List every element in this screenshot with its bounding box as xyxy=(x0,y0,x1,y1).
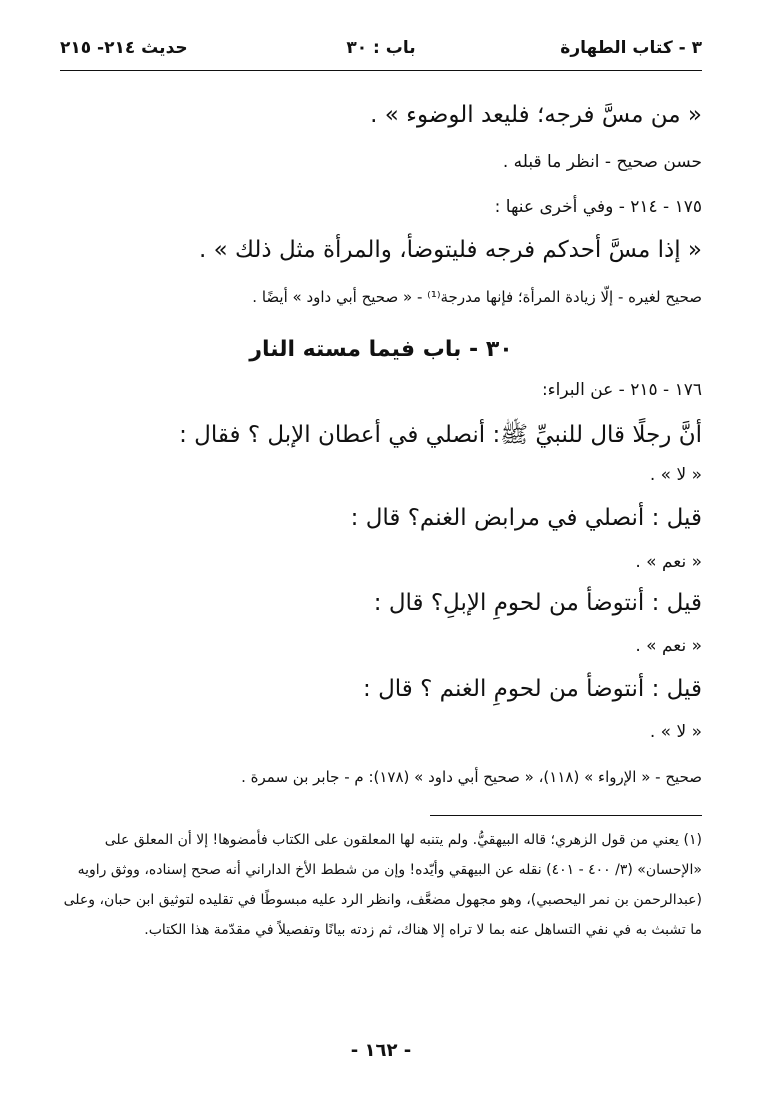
text-line: « من مسَّ فرجه؛ فليعد الوضوء » . xyxy=(370,102,702,128)
chapter-title: ٣ - كتاب الطهارة xyxy=(560,38,702,58)
header-divider xyxy=(60,70,702,71)
text-line: « لا » . xyxy=(649,465,702,485)
hadith-number-line: ١٧٦ - ٢١٥ - عن البراء: xyxy=(541,380,702,400)
hadith-range: حديث ٢١٤- ٢١٥ xyxy=(60,38,188,58)
hadith-number-line: ١٧٥ - ٢١٤ - وفي أخرى عنها : xyxy=(494,197,702,217)
text-line: قيل : أنتوضأ من لحومِ الإبلِ؟ قال : xyxy=(373,590,702,616)
grading-line: صحيح لغيره - إلّا زيادة المرأة؛ فإنها مدرجة⁽¹⁾ - « صحيح أبي داود » أيضًا . xyxy=(252,288,702,306)
text-line: أنَّ رجلًا قال للنبيِّ ﷺ: أنصلي في أعطان الإبل ؟ فقال : xyxy=(179,422,702,448)
text-line: قيل : أنصلي في مرابض الغنم؟ قال : xyxy=(350,505,702,531)
text-line: « نعم » . xyxy=(635,636,702,656)
page-header xyxy=(60,38,702,68)
text-line: « إذا مسَّ أحدكم فرجه فليتوضأ، والمرأة مثل ذلك » . xyxy=(199,237,702,263)
grading-line: حسن صحيح - انظر ما قبله . xyxy=(502,152,702,172)
text-line: « لا » . xyxy=(649,722,702,742)
grading-line: صحيح - « الإرواء » (١١٨)، « صحيح أبي داود » (١٧٨): م - جابر بن سمرة . xyxy=(241,768,702,786)
text-line: قيل : أنتوضأ من لحومِ الغنم ؟ قال : xyxy=(363,676,702,702)
page-number: - ١٦٢ - xyxy=(350,1040,412,1061)
bab-number: باب : ٣٠ xyxy=(346,38,416,58)
footnote: (١) يعني من قول الزهري؛ قاله البيهقيُّ. ولم يتنبه لها المعلقون على الكتاب فأمضوها! إلا أن المعلق على «الإحسان» (٣/ ٤٠٠ - ٤٠١) نقله عن البيهقي وأيّده! وإن من شطط الأخ الداراني أنه صحح إسناده، ووثق راويه (عبدالرحمن بن نمر اليحصبي)، وهو مجهول مضعَّف، وانظر الرد عليه مبسوطًا في تقليده لتوثيق ابن حبان، وعلى ما تشبث به في نفي التساهل عنه بما لا تراه إلا هناك، ثم زدته بيانًا وتفصيلاً في مقدّمة هذا الكتاب. xyxy=(63,832,702,938)
text-line: « نعم » . xyxy=(635,552,702,572)
footnote-divider xyxy=(430,815,702,816)
section-title: ٣٠ - باب فيما مسته النار xyxy=(249,337,513,362)
